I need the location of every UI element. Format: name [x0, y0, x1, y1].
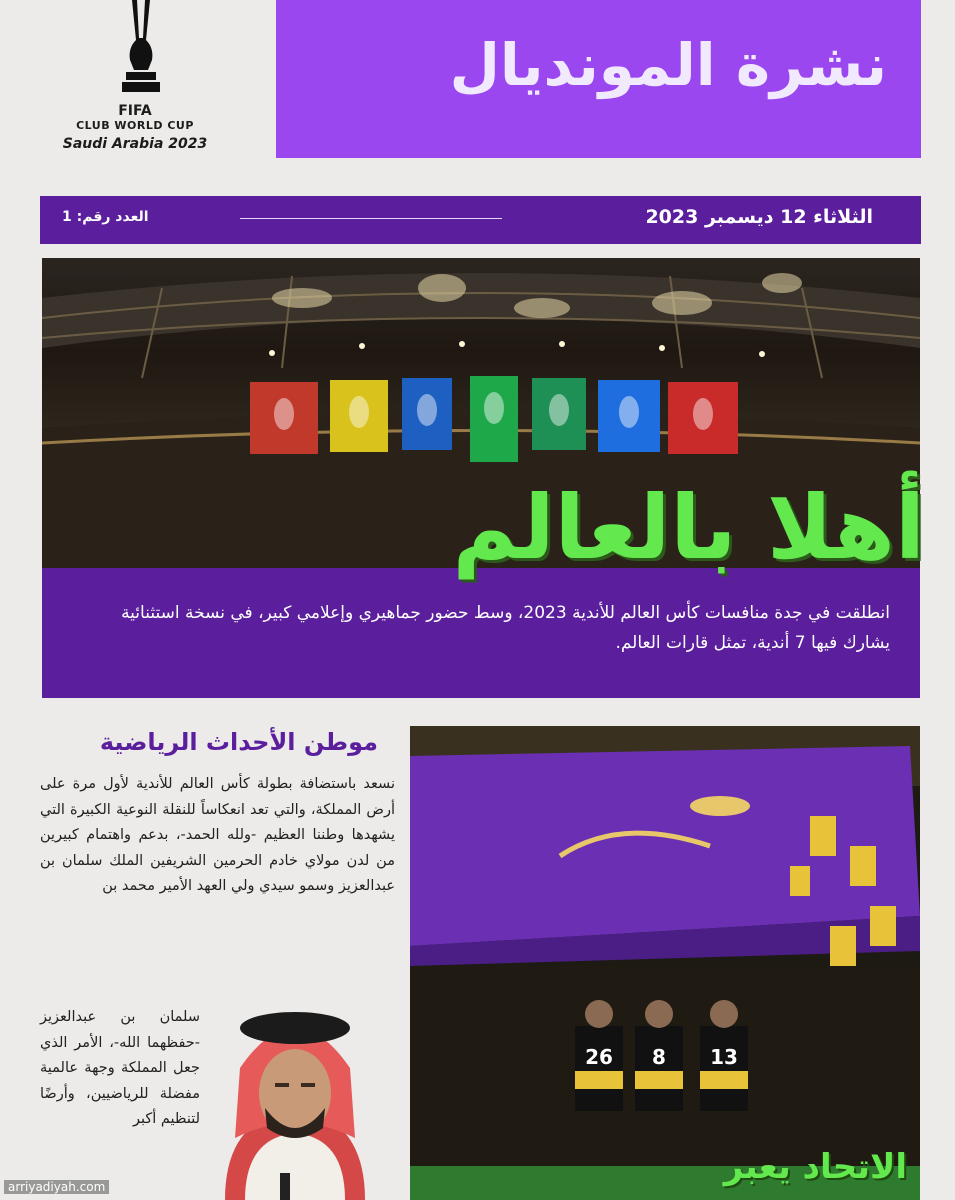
article-title: موطن الأحداث الرياضية	[99, 728, 378, 756]
logo-cwc-text: CLUB WORLD CUP	[76, 119, 194, 132]
fifa-logo	[30, 0, 240, 165]
photo-caption: الاتحاد يعبر	[723, 1147, 907, 1187]
jersey-stripe	[635, 1071, 683, 1089]
club-crest-1	[274, 398, 294, 430]
player-head	[585, 1000, 613, 1028]
player-head	[645, 1000, 673, 1028]
logo-fifa-text: FIFA	[118, 103, 152, 119]
hero-caption-band	[42, 568, 920, 698]
jersey-stripe	[700, 1071, 748, 1089]
club-crest-7	[693, 398, 713, 430]
official-portrait	[205, 998, 385, 1200]
date-divider	[240, 218, 502, 219]
match-photo	[410, 726, 920, 1200]
source-credit: arriyadiyah.com	[4, 1180, 109, 1194]
player-head	[710, 1000, 738, 1028]
trophy-icon	[118, 0, 164, 92]
jersey-number: 13	[710, 1045, 738, 1069]
club-crest-6	[619, 396, 639, 428]
club-crest-5	[549, 394, 569, 426]
article-body-continued: سلمان بن عبدالعزيز -حفظهما الله-، الأمر الذي جعل المملكة وجهة عالمية مفضلة للرياضيين، وأرضًا لتنظيم أكبر	[40, 1009, 200, 1127]
jersey-number: 8	[652, 1045, 666, 1069]
newsletter-title: نشرة المونديال	[449, 31, 887, 99]
jersey-stripe	[575, 1071, 623, 1089]
date-bar	[40, 196, 921, 244]
club-crest-2	[349, 396, 369, 428]
club-crest-3	[417, 394, 437, 426]
issue-date: الثلاثاء 12 ديسمبر 2023	[645, 206, 873, 228]
club-crest-4	[484, 392, 504, 424]
issue-number: العدد رقم: 1	[62, 209, 149, 225]
hero-summary: انطلقت في جدة منافسات كأس العالم للأندية 2023، وسط حضور جماهيري وإعلامي كبير، في نسخة استثنائية يشارك فيها 7 أندية، تمثل قارات العالم.	[121, 603, 890, 653]
logo-host-text: Saudi Arabia 2023	[62, 136, 208, 152]
hero-headline: أهلا بالعالم	[452, 476, 925, 579]
article-body: نسعد باستضافة بطولة كأس العالم للأندية لأول مرة على أرض المملكة، والتي تعد انعكاساً للنقلة النوعية الكبيرة التي يشهدها وطننا العظيم -ولله الحمد-، بدعم واهتمام كبيرين من لدن مولاي خادم الحرمين الشريفين الملك سلمان بن عبدالعزيز وسمو سيدي ولي العهد الأمير محمد بن	[40, 776, 395, 895]
jersey-number: 26	[585, 1045, 613, 1069]
masthead	[276, 0, 921, 158]
